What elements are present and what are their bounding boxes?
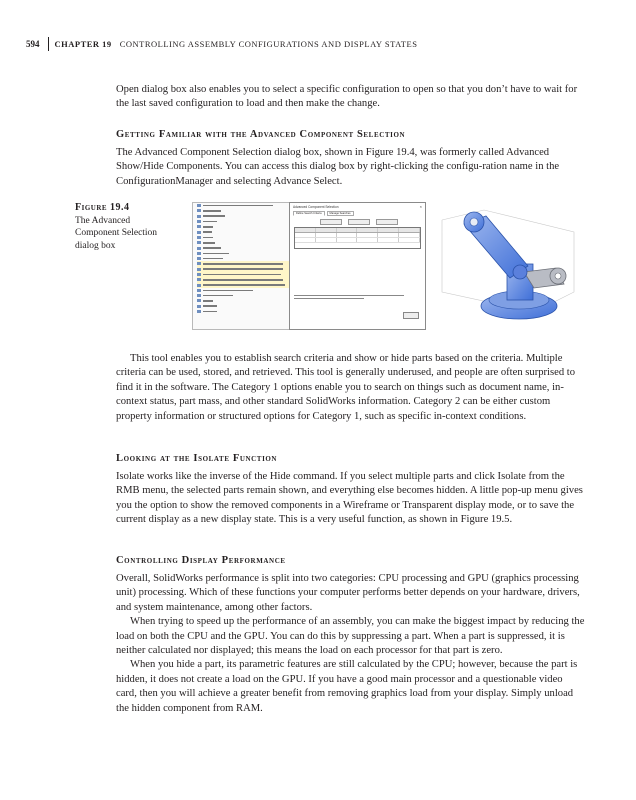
figure-caption <box>75 202 175 252</box>
robot-arm-model-image <box>424 202 580 330</box>
close-icon[interactable]: × <box>419 204 422 209</box>
body-paragraph: Overall, SolidWorks performance is split into two categories: CPU processing and GPU (graphics processing unit) processing. Which of these functions your computer performs better depends on your hardware, drivers, and system maintenance, among other factors. <box>116 573 580 613</box>
dialog-tabs <box>290 211 425 216</box>
body-paragraph: Isolate works like the inverse of the Hide command. If you select multiple parts and click Isolate from the RMB menu, the selected parts remain shown, and everything else becomes hidden. A little pop-up menu gives you the option to show the removed components in a Wireframe or Transparent display mode, or to save the current display as a new display state. This is a very useful function, as shown in Figure 19.5. <box>116 471 583 526</box>
section-heading: Controlling Display Performance <box>116 555 286 566</box>
header-divider <box>48 37 49 51</box>
running-header <box>26 36 417 52</box>
dialog-button[interactable] <box>320 219 342 225</box>
body-paragraph: When trying to speed up the performance of an assembly, you can make the biggest impact by reducing the load on both the CPU and the GPU. You can do this by suppressing a part. When a part is suppressed, it is neither calculated nor displayed; this means the load on each processor for that part is zero. <box>116 616 585 657</box>
ok-button[interactable] <box>403 312 419 319</box>
section-paragraph: The Advanced Component Selection dialog box, shown in Figure 19.4, was formerly called Advanced Show/Hide Components. You can access this dialog box by right-clicking the configu-ration name in the ConfigurationManager and selecting Advance Select. <box>116 147 560 187</box>
section-isolate <box>116 452 586 528</box>
page-number: 594 <box>26 39 40 49</box>
dialog-button[interactable] <box>348 219 370 225</box>
section-display-performance <box>116 554 586 716</box>
figure-caption-text: The Advanced Component Selection dialog box <box>75 215 158 251</box>
advanced-component-selection-dialog <box>289 202 426 330</box>
dialog-title: Advanced Component Selection <box>293 205 339 209</box>
dialog-note <box>294 295 404 296</box>
chapter-title: CONTROLLING ASSEMBLY CONFIGURATIONS AND DISPLAY STATES <box>119 39 418 49</box>
feature-tree-panel <box>192 202 290 330</box>
section-heading: Looking at the Isolate Function <box>116 453 278 464</box>
intro-paragraph: Open dialog box also enables you to select a specific configuration to open so that you don’t have to wait for the last saved configuration to load and then make the change. <box>116 84 578 110</box>
section-heading: Getting Familiar with the Advanced Component Selection <box>116 129 406 140</box>
figure-label: Figure 19.4 <box>75 202 130 213</box>
body-paragraph: This tool enables you to establish search criteria and show or hide parts based on the criteria. Multiple criteria can be used, stored, and retrieved. This tool is generally underused, and people are often surprised to find it in the software. The Category 1 options enable you to search on things such as document name, in-context status, part mass, and other standard SolidWorks information. Category 2 can be either custom property information or structured options for Category 1, such as specific in-context conditions. <box>116 353 576 422</box>
dialog-button[interactable] <box>376 219 398 225</box>
section-search-criteria <box>116 352 586 424</box>
criteria-grid[interactable] <box>294 227 421 249</box>
figure-screenshot <box>192 202 580 330</box>
body-paragraph: When you hide a part, its parametric features are still calculated by the CPU; however, because the part is hidden, it does not create a load on the GPU. If you have a good main processor and a questionable video card, then you will achieve a greater benefit from removing graphics load from your display. Simply unload the hidden component from RAM. <box>116 659 578 714</box>
intro-block <box>116 83 586 112</box>
tab-manage-searches[interactable]: Manage Searches <box>327 211 354 216</box>
dialog-title-bar <box>290 203 425 211</box>
tab-define-search-criteria[interactable]: Define Search Criteria <box>293 211 325 216</box>
dialog-buttons <box>320 219 398 225</box>
section-advanced-selection <box>116 128 586 189</box>
chapter-label: CHAPTER 19 <box>54 39 112 49</box>
dialog-note <box>294 298 364 299</box>
